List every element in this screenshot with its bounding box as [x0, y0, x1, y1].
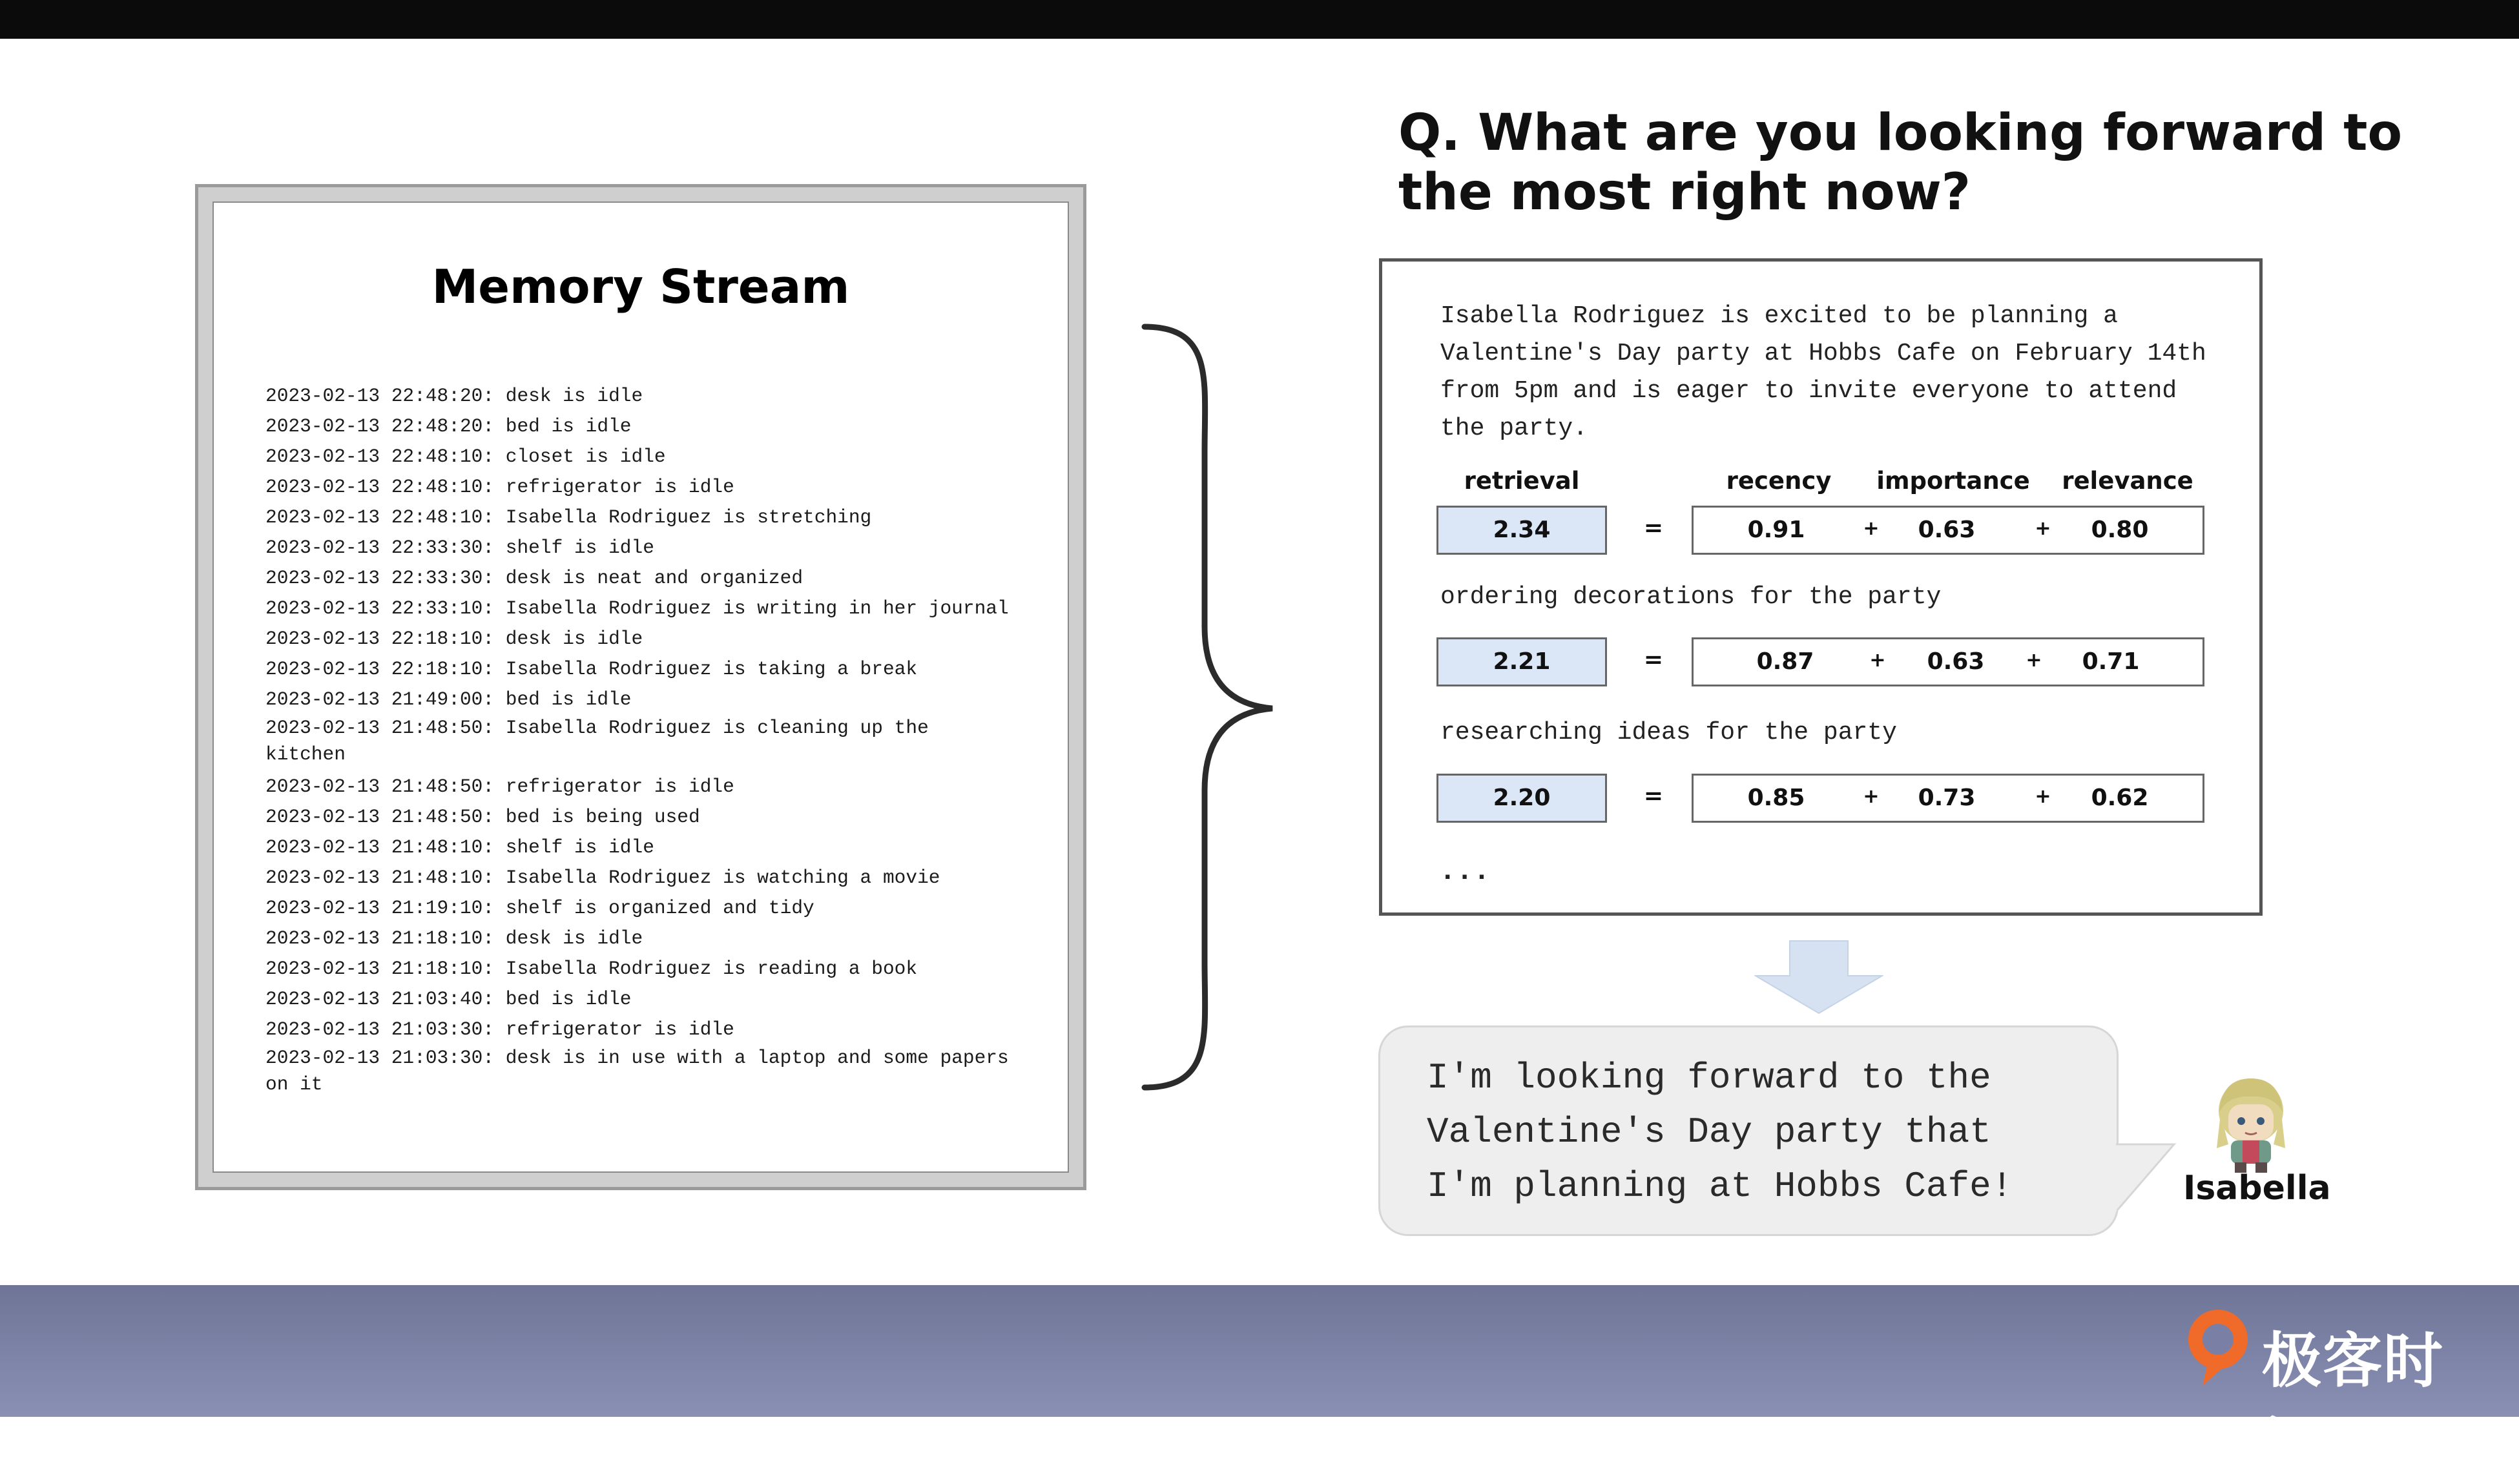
plus-sign: + — [1863, 517, 1880, 540]
brand-logo — [2183, 1304, 2500, 1481]
equals-sign: = — [1643, 783, 1664, 809]
geektime-logo-icon — [2183, 1304, 2255, 1388]
retrieval-panel — [1379, 258, 2263, 916]
header-importance: importance — [1876, 467, 2030, 495]
memory-label: ordering decorations for the party — [1440, 583, 1942, 611]
response-speech-bubble — [1378, 1025, 2119, 1236]
memory-entry: 2023-02-13 22:33:30: desk is neat and organized — [265, 567, 803, 589]
plus-sign: + — [1869, 649, 1886, 672]
memory-entry: 2023-02-13 22:48:20: bed is idle — [265, 415, 632, 437]
memory-entry: 2023-02-13 22:18:10: desk is idle — [265, 628, 643, 650]
memory-entry: 2023-02-13 21:18:10: Isabella Rodriguez is reading a book — [265, 958, 918, 980]
memory-entry: 2023-02-13 22:18:10: Isabella Rodriguez is taking a break — [265, 658, 918, 680]
memory-entry: 2023-02-13 22:33:30: shelf is idle — [265, 537, 654, 559]
score-terms-box — [1692, 506, 2204, 555]
memory-stream-list — [265, 381, 1041, 1102]
memory-entry: 2023-02-13 21:48:10: Isabella Rodriguez is watching a movie — [265, 867, 940, 889]
memory-entry: 2023-02-13 21:03:40: bed is idle — [265, 988, 632, 1010]
curly-brace-connector — [1137, 323, 1292, 1098]
retrieved-memory-description: Isabella Rodriguez is excited to be planning a Valentine's Day party at Hobbs Cafe on February 14th from 5pm and is eager to invite everyone to attend the party. — [1440, 302, 2206, 442]
memory-entry: 2023-02-13 21:18:10: desk is idle — [265, 927, 643, 949]
importance-value: 0.73 — [1918, 785, 1976, 811]
recency-value: 0.87 — [1756, 648, 1814, 675]
brand-name: 极客时间 — [2262, 1326, 2445, 1481]
retrieval-ellipsis: ... — [1439, 856, 1491, 888]
recency-value: 0.85 — [1747, 785, 1805, 811]
memory-entry: 2023-02-13 22:48:20: desk is idle — [265, 385, 643, 407]
question-heading: Q. What are you looking forward to the most right now? — [1398, 104, 2403, 222]
response-text: I'm looking forward to the Valentine's Day party that I'm planning at Hobbs Cafe! — [1427, 1057, 2013, 1207]
character-name-label: Isabella — [2183, 1169, 2331, 1208]
plus-sign: + — [2026, 649, 2042, 672]
importance-value: 0.63 — [1927, 648, 1985, 675]
memory-entry: 2023-02-13 21:19:10: shelf is organized and tidy — [265, 897, 814, 919]
relevance-value: 0.62 — [2091, 785, 2149, 811]
score-terms-box — [1692, 637, 2204, 686]
memory-label: researching ideas for the party — [1440, 719, 1897, 747]
retrieval-score: 2.34 — [1436, 506, 1607, 555]
memory-entry: 2023-02-13 22:48:10: refrigerator is idle — [265, 476, 734, 498]
footer-bar — [0, 1285, 2519, 1417]
memory-entry: 2023-02-13 21:48:50: Isabella Rodriguez is cleaning up the kitchen — [265, 717, 929, 765]
recency-value: 0.91 — [1747, 517, 1805, 543]
plus-sign: + — [2035, 517, 2051, 540]
memory-entry: 2023-02-13 22:48:10: Isabella Rodriguez is stretching — [265, 506, 872, 528]
plus-sign: + — [2035, 785, 2051, 808]
plus-sign: + — [1863, 785, 1880, 808]
header-recency: recency — [1726, 467, 1832, 495]
relevance-value: 0.71 — [2082, 648, 2140, 675]
score-terms-box — [1692, 774, 2204, 823]
memory-entry: 2023-02-13 21:48:50: refrigerator is idle — [265, 776, 734, 798]
top-bar — [0, 0, 2519, 39]
equals-sign: = — [1643, 646, 1664, 673]
retrieval-score: 2.20 — [1436, 774, 1607, 823]
memory-stream-page — [213, 201, 1069, 1173]
memory-entry: 2023-02-13 22:33:10: Isabella Rodriguez is writing in her journal — [265, 597, 1009, 619]
memory-entry: 2023-02-13 21:03:30: refrigerator is idle — [265, 1018, 734, 1040]
memory-stream-panel — [195, 184, 1086, 1190]
memory-entry: 2023-02-13 21:49:00: bed is idle — [265, 688, 632, 710]
header-relevance: relevance — [2062, 467, 2193, 495]
memory-entry: 2023-02-13 21:03:30: desk is in use with a laptop and some papers on it — [265, 1047, 1009, 1095]
memory-stream-title: Memory Stream — [431, 260, 850, 314]
memory-entry: 2023-02-13 21:48:10: shelf is idle — [265, 836, 654, 858]
memory-entry: 2023-02-13 21:48:50: bed is being used — [265, 806, 700, 828]
down-arrow-icon — [1754, 940, 1883, 1015]
memory-entry: 2023-02-13 22:48:10: closet is idle — [265, 446, 666, 468]
importance-value: 0.63 — [1918, 517, 1976, 543]
header-retrieval: retrieval — [1464, 467, 1580, 495]
isabella-avatar-icon — [2203, 1072, 2299, 1175]
relevance-value: 0.80 — [2091, 517, 2149, 543]
retrieval-score: 2.21 — [1436, 637, 1607, 686]
equals-sign: = — [1643, 515, 1664, 541]
speech-bubble-tail — [2116, 1143, 2181, 1214]
